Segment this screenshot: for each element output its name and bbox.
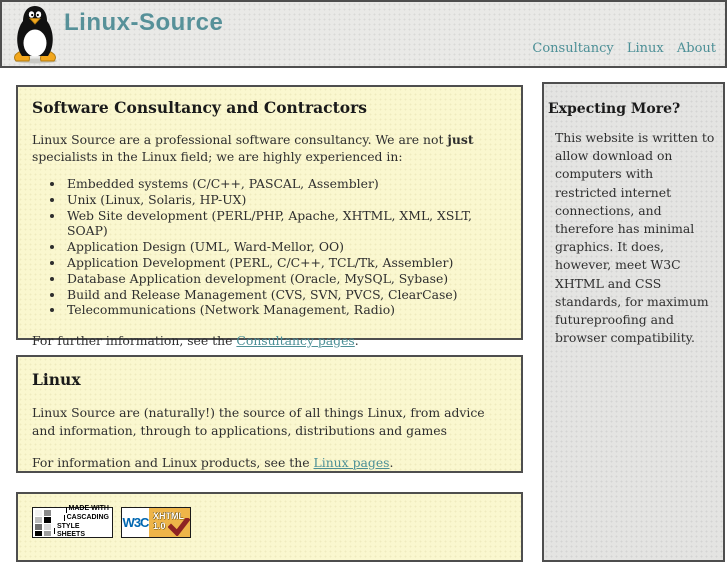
consultancy-section [16,85,523,349]
consultancy-footer [32,332,507,349]
tux-penguin-icon[interactable] [10,5,60,68]
main-nav [523,41,716,56]
sidebar-heading: Expecting More? [548,101,681,117]
consultancy-pages-link[interactable]: Consultancy pages [236,333,355,349]
linux-heading: Linux [32,370,81,389]
css-badge-line: MADE WITH [68,505,109,513]
tux-penguin-svg [10,5,60,64]
site-header [0,0,727,68]
intro-text-post: specialists in the Linux field; we are highly experienced in: [32,149,403,164]
footer-text-suffix: . [354,333,359,349]
footer-text-suffix: . [389,455,394,470]
list-item: • Web Site development (PERL/PHP, Apache, XHTML, XML, XSLT, SOAP) [65,208,507,240]
sidebar-expecting-more [542,82,725,562]
checkmark-icon [168,518,190,536]
site-title: Linux-Source [64,9,224,36]
skills-list [32,176,507,318]
badges-row [32,494,507,538]
list-item: • Unix (Linux, Solaris, HP-UX) [65,192,507,208]
css-checker-icon [33,508,54,537]
list-item: • Telecommunications (Network Management, Radio) [65,302,507,318]
tick-mark [66,507,67,513]
tick-mark [54,528,55,534]
linux-pages-link[interactable]: Linux pages [313,455,390,470]
nav-link-consultancy[interactable]: Consultancy [532,41,614,56]
css-badge-line: CASCADING [66,513,109,521]
xhtml-version: 1.0 [153,521,166,531]
nav-link-about[interactable]: About [676,41,716,56]
list-item: • Application Design (UML, Ward-Mellor, OO) [65,239,507,255]
sidebar-text: This website is written to allow download on computers with restricted internet connections, and therefore has minimal graphics. It does, however, meet W3C XHTML and CSS standards, for maximum futureproofing and browser compatibility. [555,130,715,346]
list-item: • Build and Release Management (CVS, SVN, PVCS, ClearCase) [65,287,507,303]
tick-mark [64,515,65,521]
linux-footer [32,454,507,472]
intro-text-bold: just [447,132,474,147]
badges-section [16,492,523,562]
w3c-xhtml-badge[interactable] [121,507,191,538]
intro-text-pre: Linux Source are a professional software consultancy. We are not [32,132,448,147]
w3c-badge-right [149,508,190,537]
css-badge-text [54,505,112,539]
nav-link-linux[interactable]: Linux [626,41,664,56]
consultancy-intro [32,131,507,165]
css-badge-line: STYLE SHEETS [56,522,85,539]
xhtml-label: XHTML [153,511,184,521]
footer-text: For information and Linux products, see the [32,455,314,470]
list-item: • Application Development (PERL, C/C++, TCL/Tk, Assembler) [65,255,507,271]
footer-text: For further information, see the [32,333,237,349]
w3c-logo: W3C [122,508,149,537]
made-with-css-badge[interactable] [32,507,113,538]
consultancy-heading: Software Consultancy and Contractors [32,98,367,117]
linux-paragraph: Linux Source are (naturally!) the source of all things Linux, from advice and information, through to applications, distributions and games [32,405,485,438]
linux-section [16,355,523,473]
list-item: • Database Application development (Oracle, MySQL, Sybase) [65,271,507,287]
list-item: • Embedded systems (C/C++, PASCAL, Assembler) [65,176,507,192]
